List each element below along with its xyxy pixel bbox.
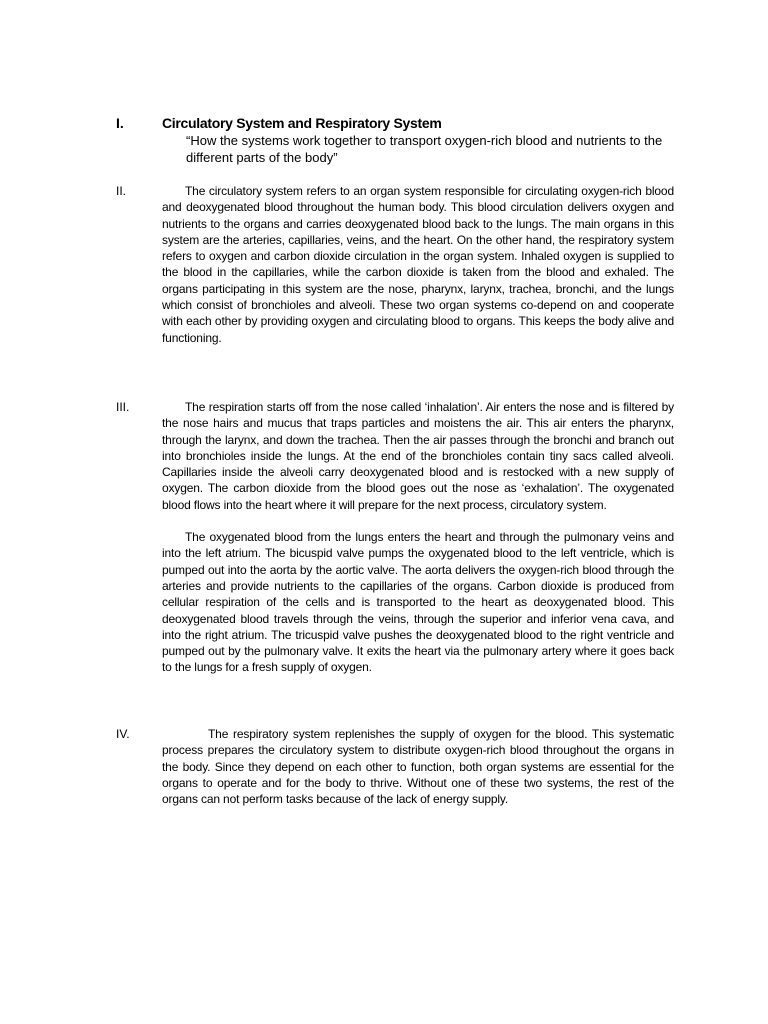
- section-4-paragraph: The respiratory system replenishes the supply of oxygen for the blood. This systematic process prepares the circulatory system to distribute oxygen-rich blood throughout the organs in the body. Since they depend on each other to function, both organ systems are essential for the organs to operate and for the body to thrive. Without one of these two systems, the rest of the organs can not perform tasks because of the lack of energy supply.: [162, 727, 674, 807]
- section-4-body: [162, 726, 674, 807]
- section-4-numeral: IV.: [116, 727, 130, 741]
- section-3-numeral: III.: [116, 400, 130, 414]
- section-1-subtitle: “How the systems work together to transport oxygen-rich blood and nutrients to the different parts of the body”: [186, 133, 663, 165]
- section-3-paragraph-2: The oxygenated blood from the lungs enters the heart and through the pulmonary veins and into the left atrium. The bicuspid valve pumps the oxygenated blood to the left ventricle, which is pumped out into the aorta by the aortic valve. The aorta delivers the oxygen-rich blood through the arteries and provide nutrients to the capillaries of the organs. Carbon dioxide is produced from cellular respiration of the cells and is transported to the heart as deoxygenated blood. This deoxygenated blood travels through the veins, through the superior and inferior vena cava, and into the right atrium. The tricuspid valve pushes the deoxygenated blood to the right ventricle and pumped out by the pulmonary valve. It exits the heart via the pulmonary artery where it goes back to the lungs for a fresh supply of oxygen.: [162, 530, 674, 675]
- section-3-paragraph-1: The respiration starts off from the nose called ‘inhalation’. Air enters the nose and is filtered by the nose hairs and mucus that traps particles and moistens the air. This air enters the pharynx, through the larynx, and down the trachea. Then the air passes through the bronchi and branch out into bronchioles inside the lungs. At the end of the bronchioles contain tiny sacs called alveoli. Capillaries inside the alveoli carry deoxygenated blood and is restocked with a new supply of oxygen. The carbon dioxide from the blood goes out the nose as ‘exhalation’. The oxygenated blood flows into the heart where it will prepare for the next process, circulatory system.: [162, 400, 674, 512]
- section-2-paragraph: The circulatory system refers to an organ system responsible for circulating oxygen-rich blood and deoxygenated blood throughout the human body. This blood circulation delivers oxygen and nutrients to the organs and carries deoxygenated blood back to the lungs. The main organs in this system are the arteries, capillaries, veins, and the heart. On the other hand, the respiratory system refers to oxygen and carbon dioxide circulation in the organ system. Inhaled oxygen is supplied to the blood in the capillaries, while the carbon dioxide is taken from the blood and exhaled. The organs participating in this system are the nose, pharynx, larynx, trachea, bronchi, and the lungs which consist of bronchioles and alveoli. These two organ systems co-depend on and cooperate with each other by providing oxygen and circulating blood to organs. This keeps the body alive and functioning.: [162, 184, 674, 345]
- section-1-numeral: I.: [116, 115, 124, 131]
- section-2-numeral: II.: [116, 184, 127, 198]
- section-2-body: [162, 183, 674, 346]
- section-1: [116, 114, 674, 170]
- section-1-title: Circulatory System and Respiratory System: [162, 115, 442, 131]
- section-3-body: [162, 399, 674, 676]
- paragraph-spacer: [162, 513, 674, 529]
